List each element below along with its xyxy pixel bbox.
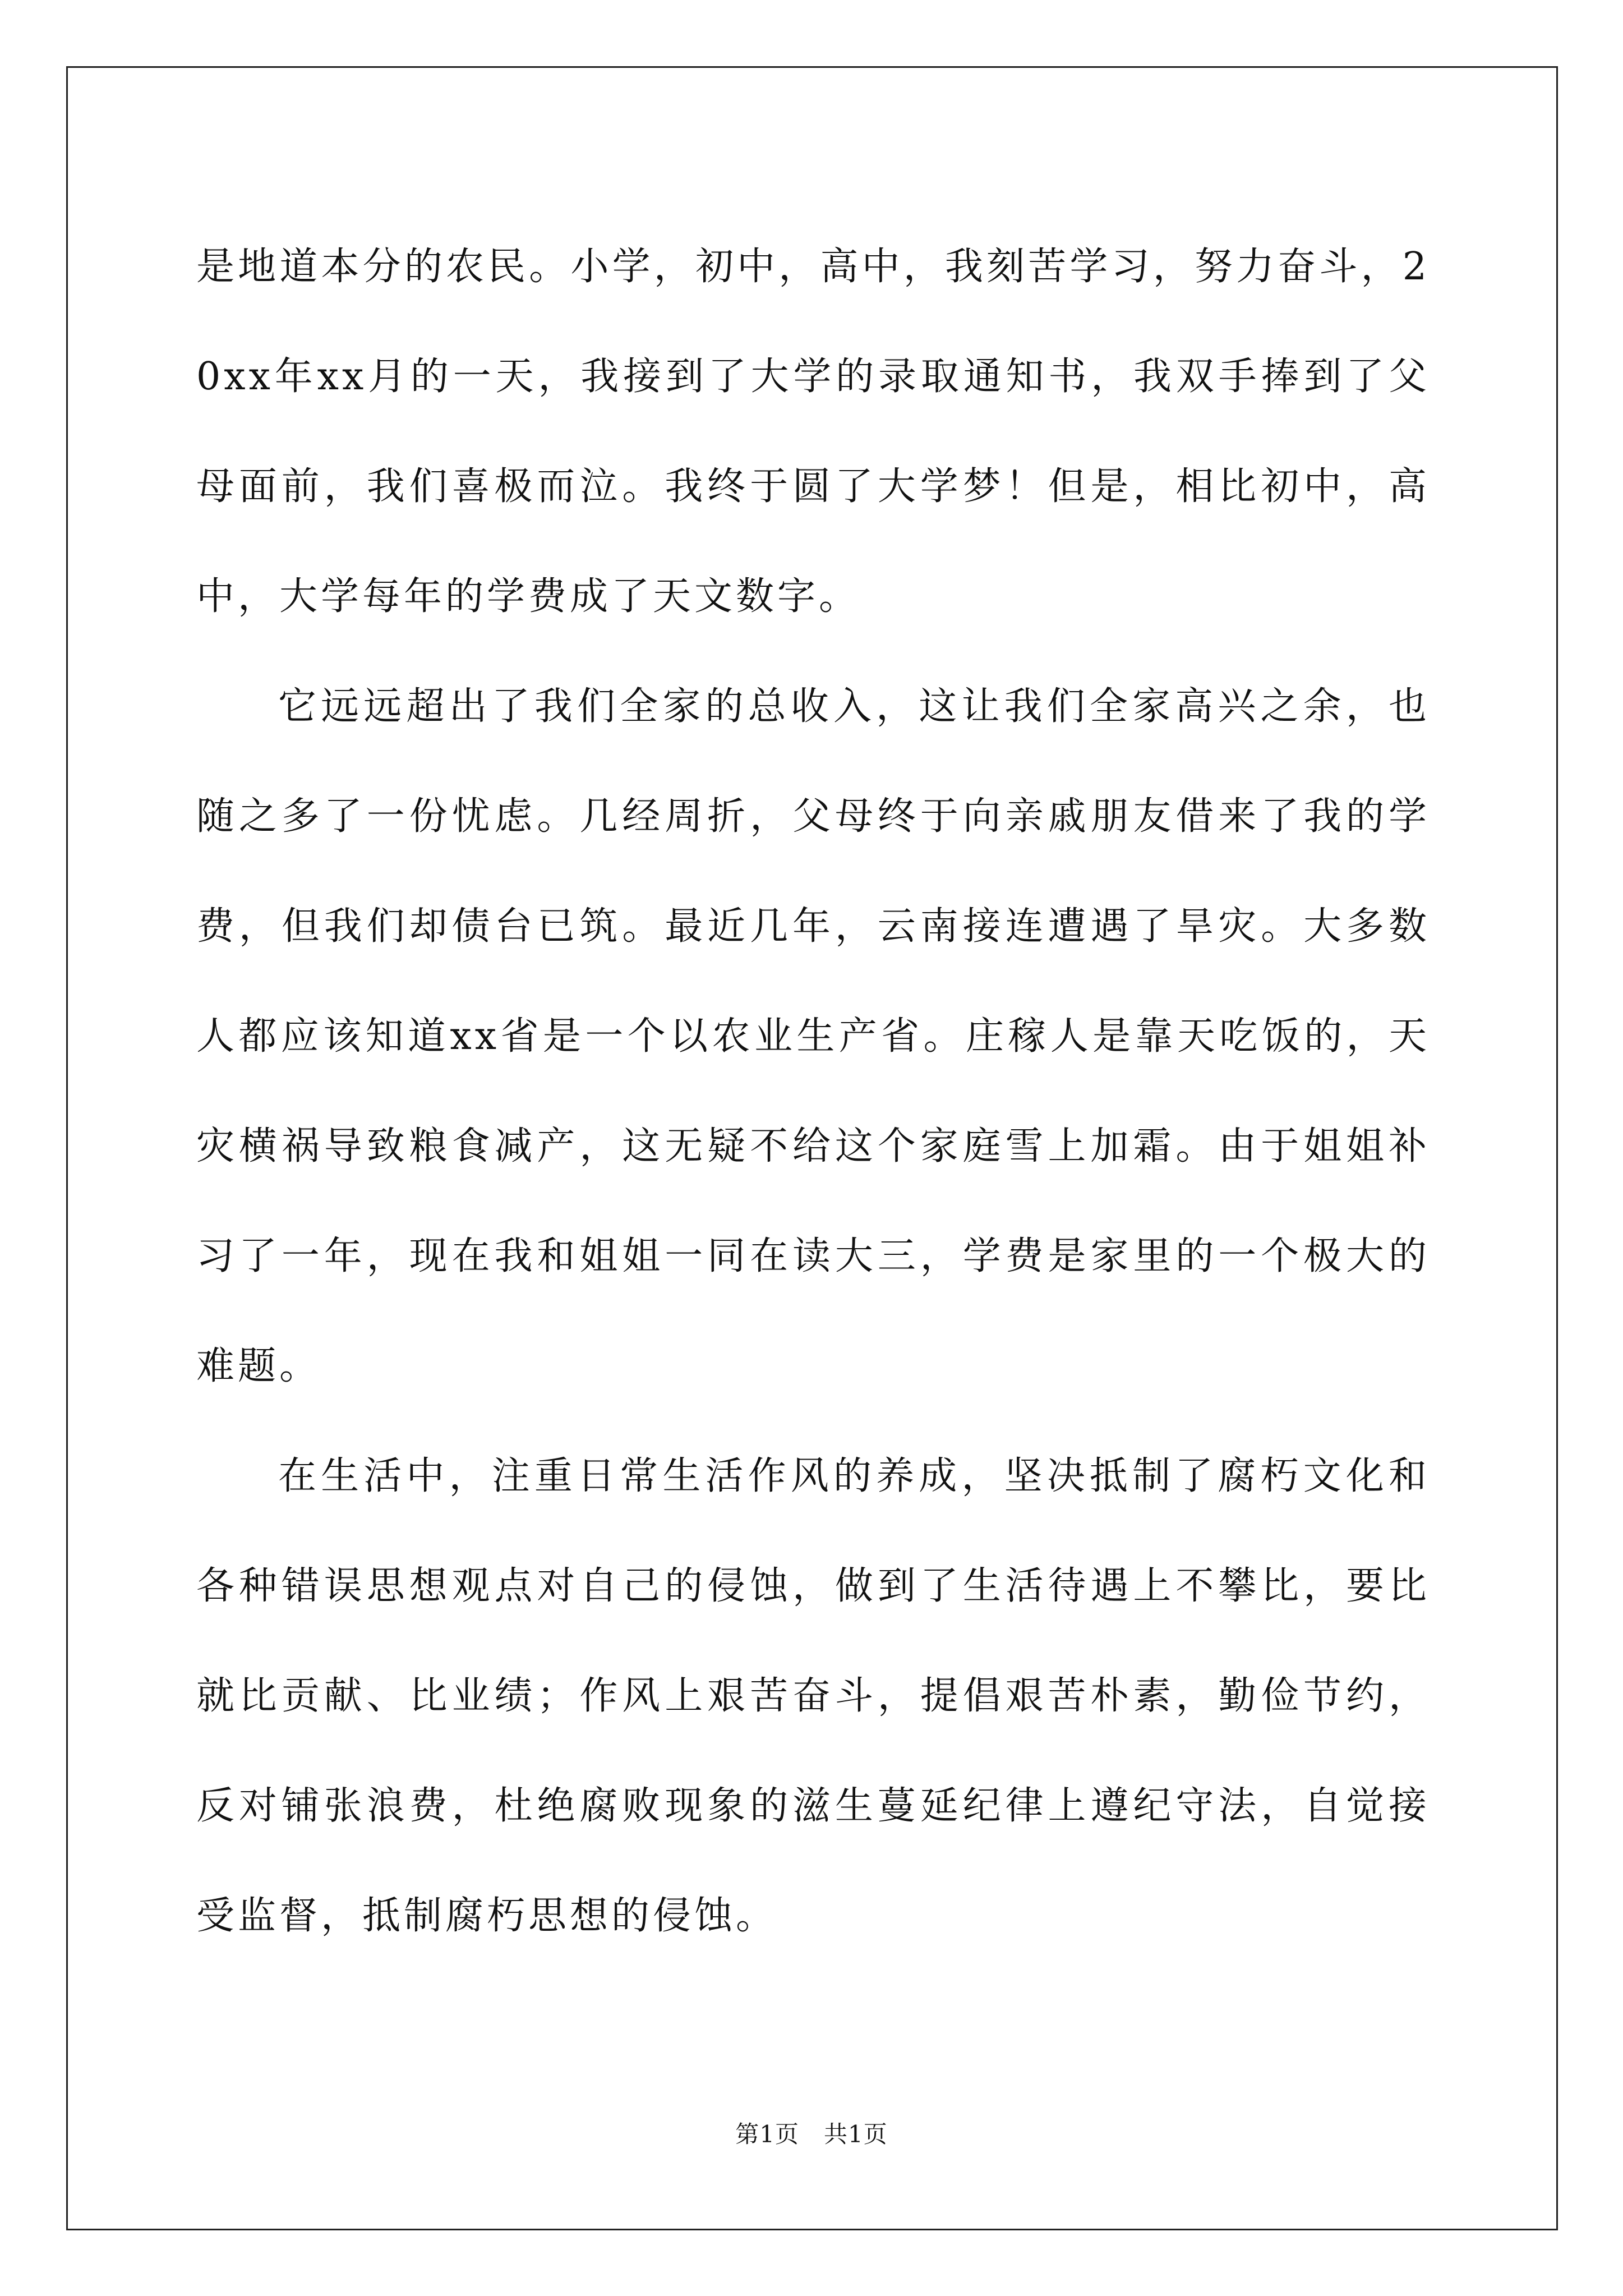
document-body — [196, 212, 1430, 1996]
page-number-total: 共1页 — [824, 2120, 888, 2148]
page-number-current: 第1页 — [735, 2120, 799, 2148]
page-footer — [0, 2119, 1623, 2150]
paragraph-1: 是地道本分的农民。小学，初中，高中，我刻苦学习，努力奋斗，20xx年xx月的一天，我接到了大学的录取通知书，我双手捧到了父母面前，我们喜极而泣。我终于圆了大学梦！但是，相比初中，高中，大学每年的学费成了天文数字。 — [196, 245, 1430, 619]
paragraph-2: 它远远超出了我们全家的总收入，这让我们全家高兴之余，也随之多了一份忧虑。几经周折，父母终于向亲戚朋友借来了我的学费，但我们却债台已筑。最近几年，云南接连遭遇了旱灾。大多数人都应该知道xx省是一个以农业生产省。庄稼人是靠天吃饭的，天灾横祸导致粮食减产，这无疑不给这个家庭雪上加霜。由于姐姐补习了一年，现在我和姐姐一同在读大三，学费是家里的一个极大的难题。 — [196, 684, 1430, 1388]
paragraph-4 — [196, 1971, 1430, 1996]
paragraph-3: 在生活中，注重日常生活作风的养成，坚决抵制了腐朽文化和各种错误思想观点对自己的侵蚀，做到了生活待遇上不攀比，要比就比贡献、比业绩；作风上艰苦奋斗，提倡艰苦朴素，勤俭节约，反对铺张浪费，杜绝腐败现象的滋生蔓延纪律上遵纪守法，自觉接受监督，抵制腐朽思想的侵蚀。 — [196, 1454, 1430, 1938]
